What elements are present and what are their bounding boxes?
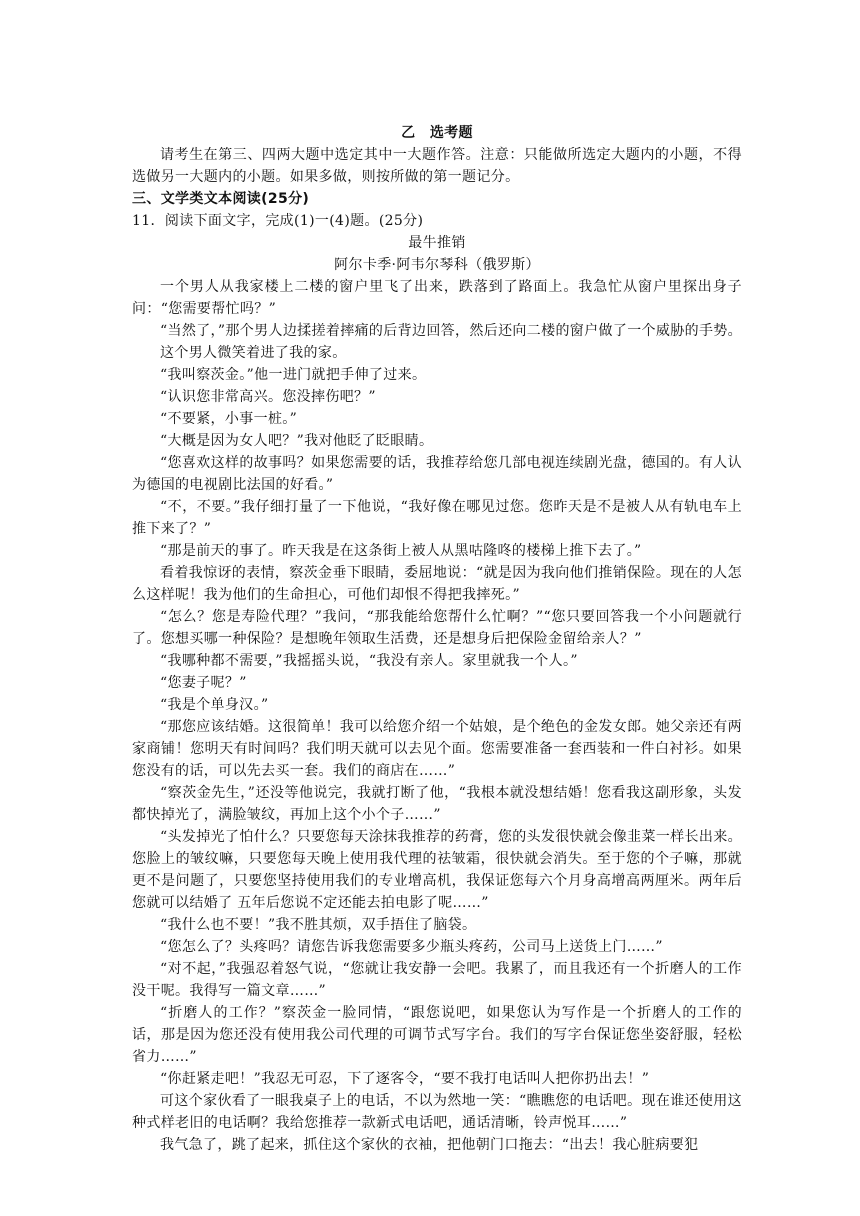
story-paragraph: “那是前天的事了。昨天我是在这条街上被人从黑咕隆咚的楼梯上推下去了。” — [160, 543, 642, 559]
story-paragraph: 看着我惊讶的表情，察茨金垂下眼睛，委屈地说：“就是因为我向他们推销保险。现在的人怎么这样呢！我为他们的生命担心，可他们却恨不得把我摔死。” — [132, 565, 742, 603]
instructions: 请考生在第三、四两大题中选定其中一大题作答。注意：只能做所选定大题内的小题，不得选做另一大题内的小题。如果多做，则按所做的第一题记分。 — [132, 147, 742, 185]
story-paragraph: “察茨金先生，”还没等他说完，我就打断了他，“我根本就没想结婚！您看我这副形象，头发都快掉光了，满脸皱纹，再加上这个小个子……” — [132, 785, 742, 823]
story-author: 阿尔卡季·阿韦尔琴科（俄罗斯） — [334, 257, 540, 273]
story-paragraph: “那您应该结婚。这很简单！我可以给您介绍一个姑娘，是个绝色的金发女郎。她父亲还有两家商铺！您明天有时间吗？我们明天就可以去见个面。您需要准备一套西装和一件白衬衫。如果您没有的话，可以先去买一套。我们的商店在……” — [132, 719, 742, 779]
story-paragraph: “您妻子呢？” — [160, 675, 247, 691]
story-paragraph: 我气急了，跳了起来，抓住这个家伙的衣袖，把他朝门口拖去：“出去！我心脏病要犯 — [160, 1137, 699, 1153]
question-prompt: 11．阅读下面文字，完成(1)一(4)题。(25分) — [132, 213, 424, 229]
part-heading: 乙 选考题 — [401, 125, 473, 141]
story-paragraph: “不要紧，小事一桩。” — [160, 411, 298, 427]
story-paragraph: “怎么？您是寿险代理？”我问，“那我能给您帮什么忙啊？”“您只要回答我一个小问题就行了。您想买哪一种保险？是想晚年领取生活费，还是想身后把保险金留给亲人？” — [132, 609, 742, 647]
story-paragraph: “我哪种都不需要，”我摇摇头说，“我没有亲人。家里就我一个人。” — [160, 653, 578, 669]
story-paragraph: “我叫察茨金。”他一进门就把手伸了过来。 — [160, 367, 427, 383]
story-paragraph: “不，不要。”我仔细打量了一下他说，“我好像在哪见过您。您昨天是不是被人从有轨电车上推下来了？” — [132, 499, 742, 537]
story-title: 最牛推销 — [408, 235, 466, 251]
story-paragraph: “头发掉光了怕什么？只要您每天涂抹我推荐的药膏，您的头发很快就会像韭菜一样长出来。您脸上的皱纹嘛，只要您每天晚上使用我代理的祛皱霜，很快就会消失。至于您的个子嘛，那就更不是问题了，只要您坚持使用我们的专业增高机，我保证您每六个月身高增高两厘米。两年后您就可以结婚了 五年后您说不定还能去拍电影了呢……” — [132, 829, 742, 911]
story-paragraph: 可这个家伙看了一眼我桌子上的电话，不以为然地一笑：“瞧瞧您的电话吧。现在谁还使用这种式样老旧的电话啊？我给您推荐一款新式电话吧，通话清晰，铃声悦耳……” — [132, 1093, 742, 1131]
story-paragraph: “我是个单身汉。” — [160, 697, 269, 713]
story-paragraph: “折磨人的工作？”察茨金一脸同情，“跟您说吧，如果您认为写作是一个折磨人的工作的话，那是因为您还没有使用我公司代理的可调节式写字台。我们的写字台保证您坐姿舒服，轻松省力……” — [132, 1005, 742, 1065]
story-paragraph: “认识您非常高兴。您没摔伤吧？” — [160, 389, 376, 405]
story-paragraph: “您怎么了？头疼吗？请您告诉我您需要多少瓶头疼药，公司马上送货上门……” — [160, 939, 663, 955]
story-paragraph: “我什么也不要！”我不胜其烦，双手捂住了脑袋。 — [160, 917, 477, 933]
story-paragraph: “你赶紧走吧！”我忍无可忍，下了逐客令，“要不我打电话叫人把你扔出去！” — [160, 1071, 650, 1087]
fill-in-line — [132, 100, 742, 122]
story-paragraph: “当然了，”那个男人边揉搓着摔痛的后背边回答，然后还向二楼的窗户做了一个威胁的手势。 — [160, 323, 743, 339]
story-paragraph: 一个男人从我家楼上二楼的窗户里飞了出来，跌落到了路面上。我急忙从窗户里探出身子问：“您需要帮忙吗？” — [132, 279, 742, 317]
story-paragraph: “您喜欢这样的故事吗？如果您需要的话，我推荐给您几部电视连续剧光盘，德国的。有人认为德国的电视剧比法国的好看。” — [132, 455, 742, 493]
section-title: 三、文学类文本阅读(25分) — [132, 191, 310, 207]
story-paragraph: 这个男人微笑着进了我的家。 — [160, 345, 347, 361]
story-paragraph: “对不起，”我强忍着怒气说，“您就让我安静一会吧。我累了，而且我还有一个折磨人的工作没干呢。我得写一篇文章……” — [132, 961, 742, 999]
page-content — [132, 100, 742, 1156]
story-body — [132, 276, 742, 1156]
story-paragraph: “大概是因为女人吧？”我对他眨了眨眼睛。 — [160, 433, 434, 449]
